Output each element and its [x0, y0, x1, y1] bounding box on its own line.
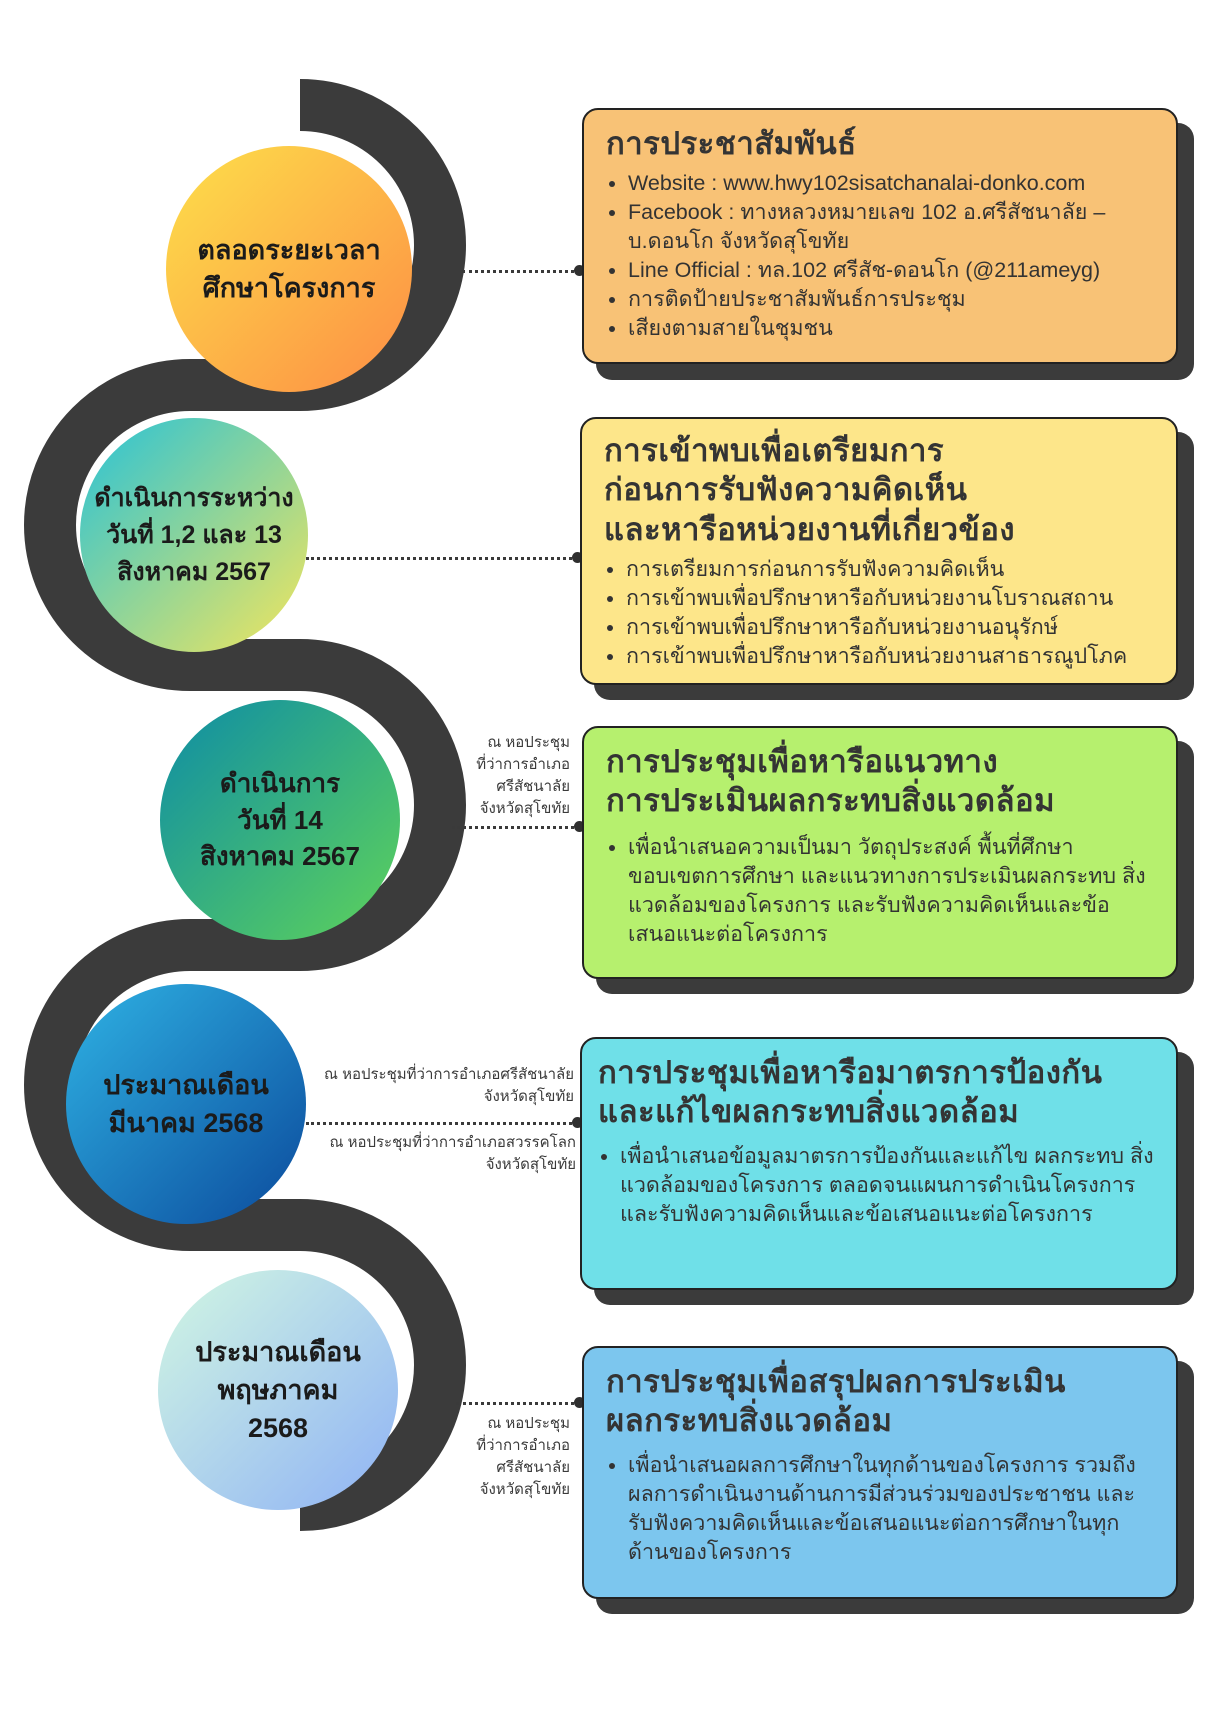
stage-3-title	[606, 742, 1156, 821]
stage-2-bullet: • การเข้าพบเพื่อปรึกษาหารือกับหน่วยงานสาธารณูปโภค	[626, 642, 1156, 671]
stage-5-circle-line: ประมาณเดือน	[195, 1336, 361, 1367]
stage-2-circle	[80, 418, 308, 652]
stage-2-circle-line: ดำเนินการระหว่าง	[94, 483, 294, 512]
stage-1-bullet: • Line Official : ทล.102 ศรีสัช-ดอนโก (@211ameyg)	[628, 256, 1156, 285]
stage-4-title-line: และแก้ไขผลกระทบสิ่งแวดล้อม	[598, 1094, 1020, 1130]
stage-1-bullet: • Website : www.hwy102sisatchanalai-donko.com	[628, 169, 1156, 198]
stage-2-title-line: การเข้าพบเพื่อเตรียมการ	[604, 433, 945, 468]
stage-1-title-line: การประชาสัมพันธ์	[606, 126, 857, 161]
stage-3-circle	[160, 700, 400, 940]
stage-3-circle-line: สิงหาคม 2567	[200, 841, 360, 872]
stage-5-venue-line: ณ หอประชุม	[487, 1415, 570, 1432]
stage-4-card	[580, 1037, 1178, 1290]
stage-2-title-line: และหารือหน่วยงานที่เกี่ยวข้อง	[604, 511, 1015, 547]
stage-3-title-line: การประชุมเพื่อหารือแนวทาง	[606, 744, 999, 779]
stage-5-connector	[456, 1402, 580, 1405]
stage-3-circle-line: ดำเนินการ	[219, 767, 341, 798]
stage-4-circle	[66, 984, 306, 1224]
stage-4-circle-line: มีนาคม 2568	[108, 1108, 264, 1138]
stage-3-venue-line: ที่ว่าการอำเภอ	[476, 756, 570, 773]
stage-4-title	[598, 1053, 1156, 1132]
stage-1-circle	[166, 146, 412, 392]
stage-4-venue-line: ณ หอประชุมที่ว่าการอำเภอศรีสัชนาลัย	[323, 1066, 574, 1083]
stage-3-circle-line: วันที่ 14	[237, 804, 323, 835]
stage-1-card	[582, 108, 1178, 364]
stage-4-bullets	[598, 1142, 1156, 1229]
stage-5-venue	[440, 1413, 570, 1501]
stage-2-title-line: ก่อนการรับฟังความคิดเห็น	[604, 472, 968, 508]
stage-5-card	[582, 1346, 1178, 1599]
stage-3-connector	[452, 826, 580, 829]
stage-3-bullet: • เพื่อนำเสนอความเป็นมา วัตถุประสงค์ พื้นที่ศึกษา ขอบเขตการศึกษา และแนวทางการประเมินผลกระทบ สิ่งแวดล้อมของโครงการ และรับฟังความคิดเห็นและข้อเสนอแนะต่อโครงการ	[628, 833, 1156, 949]
stage-5-bullets	[606, 1451, 1156, 1567]
stage-5-venue-line: ศรีสัชนาลัย	[496, 1459, 570, 1476]
stage-5-circle	[158, 1270, 398, 1510]
stage-5-circle-line: พฤษภาคม	[217, 1374, 339, 1405]
stage-1-connector	[462, 270, 580, 273]
stage-4-title-line: การประชุมเพื่อหารือมาตรการป้องกัน	[598, 1055, 1103, 1090]
stage-4-venue-2	[320, 1132, 576, 1176]
stage-3-venue-line: จังหวัดสุโขทัย	[479, 800, 570, 817]
stage-1-bullets	[606, 169, 1156, 343]
stage-3-bullets	[606, 833, 1156, 949]
stage-2-bullet: • การเข้าพบเพื่อปรึกษาหารือกับหน่วยงานอนุรักษ์	[626, 613, 1156, 642]
stage-3-card	[582, 726, 1178, 979]
stage-2-bullets	[604, 555, 1156, 671]
stage-4-bullet: • เพื่อนำเสนอข้อมูลมาตรการป้องกันและแก้ไข ผลกระทบ สิ่งแวดล้อมของโครงการ ตลอดจนแผนการดำเนินโครงการ และรับฟังความคิดเห็นและข้อเสนอแนะต่อโครงการ	[620, 1142, 1156, 1229]
stage-4-circle-line: ประมาณเดือน	[103, 1069, 269, 1100]
stage-4-venue-line: จังหวัดสุโขทัย	[483, 1088, 574, 1105]
stage-2-bullet: • การเข้าพบเพื่อปรึกษาหารือกับหน่วยงานโบราณสถาน	[626, 584, 1156, 613]
stage-2-circle-line: สิงหาคม 2567	[117, 557, 271, 586]
stage-4-venue	[310, 1064, 574, 1108]
stage-1-circle-line: ศึกษาโครงการ	[202, 273, 376, 303]
stage-1-bullet: • เสียงตามสายในชุมชน	[628, 314, 1156, 343]
stage-2-card	[580, 417, 1178, 685]
stage-4-venue-2-line: จังหวัดสุโขทัย	[485, 1156, 576, 1173]
stage-3-title-line: การประเมินผลกระทบสิ่งแวดล้อม	[606, 783, 1055, 819]
stage-1-bullet: • การติดป้ายประชาสัมพันธ์การประชุม	[628, 285, 1156, 314]
stage-5-bullet: • เพื่อนำเสนอผลการศึกษาในทุกด้านของโครงการ รวมถึงผลการดำเนินงานด้านการมีส่วนร่วมของประชาชน และรับฟังความคิดเห็นและข้อเสนอแนะต่อการศึกษาในทุกด้านของโครงการ	[628, 1451, 1156, 1567]
stage-3-venue-line: ศรีสัชนาลัย	[496, 778, 570, 795]
stage-2-title	[604, 431, 1156, 549]
stage-1-title	[606, 124, 1156, 163]
stage-1-circle-line: ตลอดระยะเวลา	[197, 234, 381, 265]
stage-2-circle-line: วันที่ 1,2 และ 13	[106, 520, 282, 549]
stage-2-bullet: • การเตรียมการก่อนการรับฟังความคิดเห็น	[626, 555, 1156, 584]
stage-5-venue-line: ที่ว่าการอำเภอ	[476, 1437, 570, 1454]
stage-5-venue-line: จังหวัดสุโขทัย	[479, 1481, 570, 1498]
stage-5-circle-line: 2568	[247, 1413, 309, 1444]
stage-4-venue-2-line: ณ หอประชุมที่ว่าการอำเภอสวรรคโลก	[329, 1134, 576, 1151]
stage-3-venue-line: ณ หอประชุม	[487, 734, 570, 751]
stage-1-bullet: • Facebook : ทางหลวงหมายเลข 102 อ.ศรีสัชนาลัย – บ.ดอนโก จังหวัดสุโขทัย	[628, 198, 1156, 256]
stage-5-title-line: การประชุมเพื่อสรุปผลการประเมิน	[606, 1364, 1066, 1399]
stage-5-title	[606, 1362, 1156, 1441]
stage-5-title-line: ผลกระทบสิ่งแวดล้อม	[606, 1403, 893, 1439]
stage-4-connector	[306, 1122, 578, 1125]
stage-3-venue	[440, 732, 570, 820]
stage-2-connector	[306, 557, 578, 560]
